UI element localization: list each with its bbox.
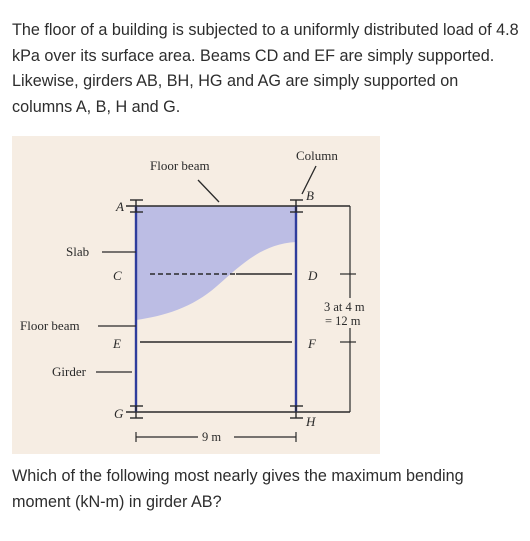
- label-point-f: F: [308, 336, 316, 351]
- label-column: Column: [296, 148, 338, 163]
- label-point-c: C: [113, 268, 122, 283]
- label-span-height-1: 3 at 4 m: [324, 300, 365, 314]
- label-floor-beam-top: Floor beam: [150, 158, 210, 173]
- problem-statement: The floor of a building is subjected to a uniformly distributed load of 4.8 kPa over its surface area. Beams CD and EF are simply supported. Likewise, girders AB, BH, HG and AG are simply supported on columns A, B, H and G.: [12, 21, 519, 116]
- question-text: Which of the following most nearly gives the maximum bending moment (kN-m) in girder AB?: [12, 467, 464, 511]
- label-point-a: A: [116, 199, 124, 214]
- label-span-width: 9 m: [202, 430, 222, 444]
- label-point-d: D: [308, 268, 318, 283]
- label-point-b: B: [306, 188, 314, 203]
- label-point-g: G: [114, 406, 124, 421]
- label-girder: Girder: [52, 364, 86, 379]
- label-span-height-2: = 12 m: [325, 314, 361, 328]
- label-slab: Slab: [66, 244, 90, 259]
- floor-framing-diagram: [12, 136, 380, 454]
- label-point-h: H: [306, 414, 316, 429]
- label-floor-beam-left: Floor beam: [20, 318, 80, 333]
- floor-plan-svg: [12, 136, 380, 454]
- label-point-e: E: [113, 336, 121, 351]
